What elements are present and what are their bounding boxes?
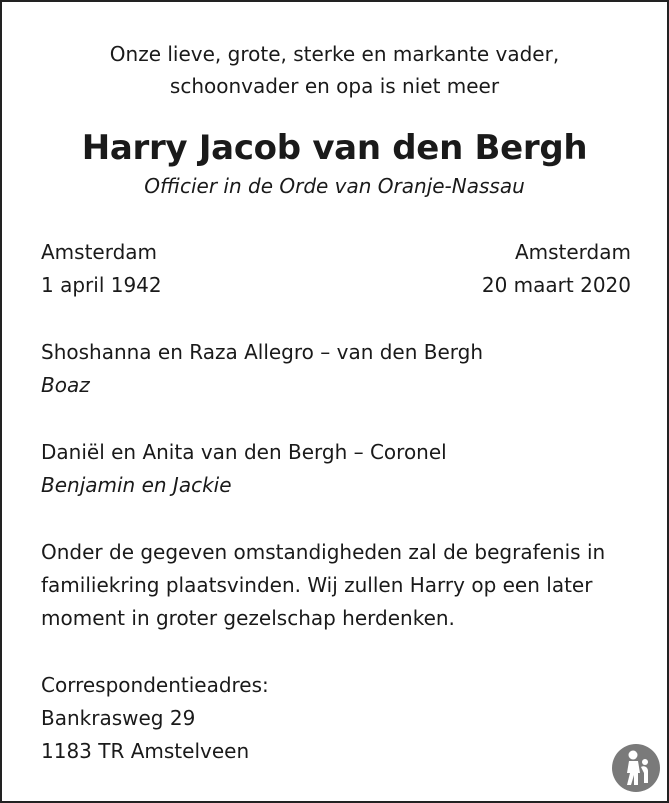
mourning-figure-icon xyxy=(611,743,661,793)
message-line-3: moment in groter gezelschap herdenken. xyxy=(41,606,455,630)
birth-place: Amsterdam xyxy=(41,240,158,264)
death-place: Amsterdam xyxy=(514,240,631,264)
birth-date: 1 april 1942 xyxy=(41,273,162,297)
family-parents-2: Daniël en Anita van den Bergh – Coronel xyxy=(41,440,447,464)
family-parents-1: Shoshanna en Raza Allegro – van den Bergh xyxy=(41,340,484,364)
message-line-2: familiekring plaatsvinden. Wij zullen Harry op een later xyxy=(41,573,593,597)
deceased-name: Harry Jacob van den Bergh xyxy=(81,128,588,168)
death-date: 20 maart 2020 xyxy=(481,273,631,297)
address-city: 1183 TR Amstelveen xyxy=(41,739,250,763)
family-children-1: Boaz xyxy=(41,373,90,397)
family-children-2: Benjamin en Jackie xyxy=(41,473,232,497)
honor-title: Officier in de Orde van Oranje-Nassau xyxy=(144,174,525,198)
address-street: Bankrasweg 29 xyxy=(41,706,196,730)
intro-line-2: schoonvader en opa is niet meer xyxy=(169,74,500,98)
message-line-1: Onder de gegeven omstandigheden zal de begrafenis in xyxy=(41,540,606,564)
address-label: Correspondentieadres: xyxy=(41,673,269,697)
intro-line-1: Onze lieve, grote, sterke en markante vader, xyxy=(109,42,560,66)
